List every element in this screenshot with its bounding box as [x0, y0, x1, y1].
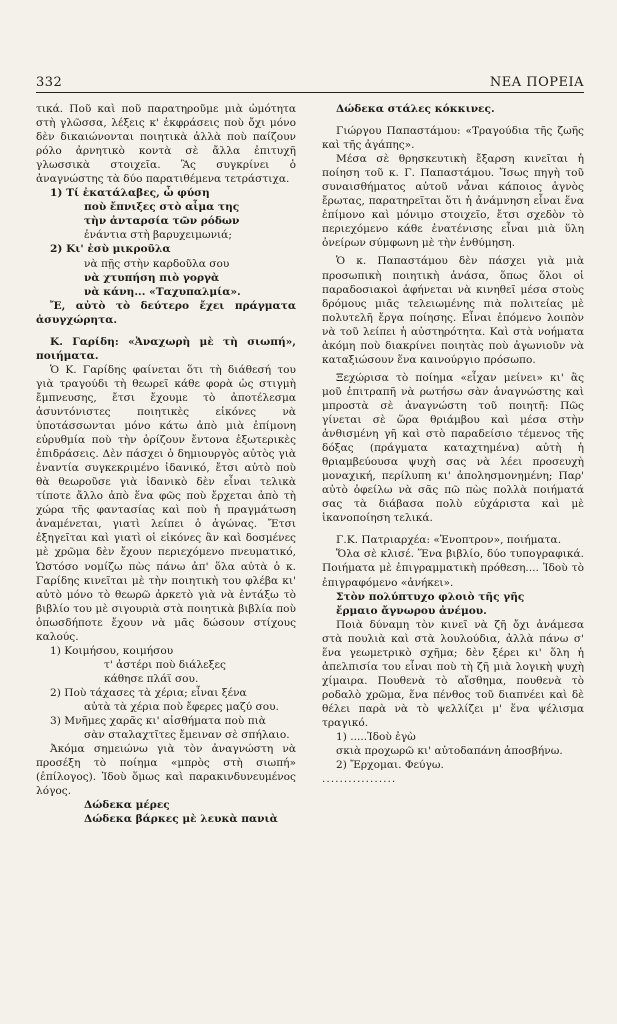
poem-line: Δώδεκα βάρκες μὲ λευκὰ πανιὰ	[84, 813, 278, 826]
journal-title: ΝΕΑ ΠΟΡΕΙΑ	[489, 75, 584, 90]
poem-line: 2) Ἔρχομαι. Φεύγω.	[336, 759, 444, 772]
poem-line: αὐτὰ τὰ χέρια ποὺ ἔφερες μαζύ σου.	[84, 700, 279, 713]
header-rule	[36, 92, 584, 93]
page-header	[36, 70, 584, 90]
poem-line: Δώδεκα μέρες	[84, 799, 170, 812]
poem-line: ἐνάντια στὴ βαρυχειμωνιά;	[84, 229, 232, 242]
poem-excerpt-2	[36, 644, 296, 742]
patriarchea-review-p1: Ὅλα σὲ κλισέ. Ἕνα βιβλίο, δύο τυπογραφικά. Ποιήματα μὲ ἐπιγραμματικὴ πρόθεση.... Ἰδοὺ τὸ ἐπιγραφόμενο «ἀνήκει».	[322, 548, 584, 589]
patriarchea-review-heading: Γ.Κ. Πατριαρχέα: «Ἐνοπτρον», ποιήματα.	[336, 534, 562, 547]
poem-line: τ' ἀστέρι ποὺ διάλεξες	[104, 658, 226, 671]
final-poem	[322, 730, 584, 772]
garidis-review-heading: Κ. Γαρίδη: «Ἀναχωρὴ μὲ τὴ σιωπή», ποιήματα.	[36, 335, 296, 362]
poem-line: Στὸν πολύπτυχο φλοιὸ τῆς γῆς	[336, 590, 525, 603]
epilogue-note: Ἀκόμα σημειώνω γιὰ τὸν ἀναγνώστη νὰ προσέξη τὸ ποίημα «μπρὸς στὴ σιωπή» (ἐπίλογος). Ἰδοὺ ὅμως καὶ παρακινδυνευμένος λόγος.	[36, 743, 296, 798]
left-column	[36, 102, 296, 826]
poem-line: νὰ κάνη... «Ταχυπαλμία».	[84, 285, 241, 298]
poem-line: νὰ πῇς στὴν καρδοῦλα σου	[84, 257, 230, 270]
papastamou-review-heading: Γιώργου Παπαστάμου: «Τραγούδια τῆς ζωῆς καὶ τῆς ἀγάπης».	[322, 125, 584, 152]
after-poem-comment: Ἔ, αὐτὸ τὸ δεύτερο ἔχει πράγματα ἀσυγχώρητα.	[36, 299, 296, 326]
right-column	[322, 102, 584, 786]
poem-line: 1) Κοιμήσου, κοιμήσου	[50, 644, 174, 657]
papastamou-review-p1: Μέσα σὲ θρησκευτικὴ ἔξαρση κινεῖται ἡ ποίηση τοῦ κ. Γ. Παπαστάμου. Ἴσως πηγὴ τοῦ συναισθήματος αὐτοῦ νἆναι κάποιος ἁγνὸς ἔρωτας, παρατηρεῖται ὅτι ἡ ἀνάμνηση εἶναι ἕνα ἐπίμονο καὶ μόνιμο στοιχεῖο, ἔτσι σχεδὸν τὸ περιεχόμενο κάθε ἐνατένισης εἶναι μιὰ ὕλη ὀνείρων σύμφωνη μὲ τὴν ἐνθύμηση.	[322, 153, 584, 250]
poem-excerpt-1	[36, 186, 296, 298]
papastamou-review-p2: Ὁ κ. Παπαστάμου δὲν πάσχει γιὰ μιὰ προσωπικὴ ποιητικὴ ἀνάσα, ὅπως ὅλοι οἱ παραδοσιακοὶ ἀφήνεται νὰ κινηθεῖ μέσα στοὺς δρόμους μιᾶς τελειωμένης πιὰ πολιτείας μὲ πολυτελῆ ἔργα ποίησης. Εἶναι ἑπόμενο λοιπὸν νὰ τοῦ λείπει ἡ αὐστηρότητα. Καὶ στὰ νοήματα ἀκόμη ποὺ διακρίνει ποιητὰς ποὺ ἀγωνιοῦν νὰ καταξιώσουν ἕνα καινούργιο πρόσωπο.	[322, 255, 584, 366]
closing-lines	[36, 798, 296, 826]
poem-line: ἔρμαιο ἄγνωρου ἀνέμου.	[336, 604, 487, 617]
patriarchea-review-p2: Ποιὰ δύναμη τὸν κινεῖ νὰ ζῆ ὄχι ἀνάμεσα στὰ πουλιὰ καὶ στὰ λουλούδια, ἀλλὰ πάνω σ' ἕνα γεωμετρικὸ σχῆμα; δὲν ξέρει κι' ὅλη ἡ ἀπελπισία του εἶναι ποὺ τὴ ζῆ μιὰ λογικὴ ψυχὴ χίμαιρα. Πουθενὰ τὸ αἴσθημα, πουθενὰ τὸ ροδαλὸ χρῶμα, ἕνα πένθος τοῦ διαπνέει καὶ δὲ θέλει παρὰ νὰ τὸ ψελλίζει μ' ἕνα ψέλισμα τραγικό.	[322, 618, 584, 729]
garidis-review-text: Ὁ Κ. Γαρίδης φαίνεται ὅτι τὴ διάθεσή του γιὰ τραγούδι τὴ θεωρεῖ κάθε φορὰ ὡς στιγμὴ ἔμπνευσης, ἔτσι ἔχουμε τὸ ἀποτέλεσμα ἀσυντόνιστες ποιητικὲς εἰκόνες νὰ ὑποτάσσωνται μόνο κάτω ἀπὸ μιὰ ἐπίμονη εὐρυθμία ποὺ τὴν ὁρίζουν ἔντονα ἐξωτερικὲς ἐπιδράσεις. Δὲν πάσχει ὁ δημιουργὸς αὐτὸς γιὰ ἐναντία συγκεκριμένο ἰδανικό, ἔτσι αὐτὸ ποὺ θὰ θεωροῦσε γιὰ ἰδανικὸ δὲν εἶναι τελικὰ τίποτε ἄλλο ἀπὸ ἕνα φῶς ποὺ ἔρχεται ἀπὸ τὴ χώρα τῆς φαντασίας καὶ ποὺ ἡ πραγμάτωση ἀναμένεται, γιατὶ λείπει ὁ ἀγώνας. Ἔτσι ἐξηγεῖται καὶ γιατὶ οἱ εἰκόνες ἂν καὶ δοσμένες μὲ χρῶμα δὲν ἔχουν περιεχόμενο πνευματικό, Ὡστόσο νομίζω πὼς πάνω ἀπ' ὅλα αὐτὰ ὁ κ. Γαρίδης κινεῖται μὲ τὴν ποιητικὴ του φλέβα κι' αὐτὸ μόνο τὸ θεωρῶ ἀρκετὸ γιὰ νὰ ἐντάξω τὸ βιβλίο του μὲ σιγουριὰ στὰ ποιητικὰ βιβλία ποὺ ὁπωσδήποτε ἔχουν νὰ μᾶς δώσουν στίχους καλούς.	[36, 363, 296, 643]
poem-line: σκιὰ προχωρῶ κι' αὐτοδαπάνη ἀποσβήνω.	[336, 745, 563, 758]
poem-line: 1) Τί ἐκατάλαβες, ὦ φύση	[50, 187, 210, 200]
poem-line: σὰν σταλαχτῖτες ἔμειναν σὲ σπήλαιο.	[84, 729, 290, 742]
poem-line: ποὺ ἔπνιξες στὸ αἷμα της	[84, 201, 240, 214]
poem-line: τὴν ἀνταρσία τῶν ρόδων	[84, 215, 240, 228]
papastamou-review-p3: Ξεχώρισα τὸ ποίημα «εἶχαν μείνει» κι' ἂς μοῦ ἐπιτραπῆ νὰ ρωτήσω σὰν ἀναγνώστης καὶ μπροστὰ σὲ ἀναγνώστη τοῦ ποιητῆ: Πῶς γίνεται σὲ ὥρα θριάμβου καὶ μέσα στὴν ἀνθισμένη γῆ καὶ στὸ παραδείσιο τέμενος τῆς δόξας (πράγματα καταχτημένα) αὐτὴ ἡ θριαμβεύουσα ψυχὴ σας νὰ λέει προσευχὴ μοναχική, περίλυπη κι' ἀπολησμονημένη; Παρ' αὐτὸ ὀφείλω νὰ σᾶς πῶ πὼς πολλὰ ποιήματά σας τὰ διάβασα πολὺ εὐχάριστα καὶ μὲ ἱκανοποίηση τελικά.	[322, 371, 584, 525]
ellipsis-line: .................	[322, 773, 397, 786]
page-number: 332	[36, 75, 63, 90]
intro-paragraph: τικά. Ποῦ καὶ ποῦ παρατηροῦμε μιὰ ὠμότητα στὴ γλῶσσα, λέξεις κ' ἐκφράσεις ποὺ ὄχι μόνο δὲν δικαιώνονται ποιητικὰ ἀλλὰ ποὺ παίζουν ρόλο ἀρνητικὸ κοντὰ σὲ ἄλλα ἐπιτυχῆ γλωσσικὰ στοιχεῖα. Ἂς συγκρίνει ὁ ἀναγνώστης τὰ δύο παρατιθέμενα τετράστιχα.	[36, 103, 296, 186]
opening-line: Δώδεκα στάλες κόκκινες.	[336, 103, 495, 115]
poem-line: 1) .....Ἰδοὺ ἐγὼ	[336, 731, 416, 744]
poem-line: νὰ χτυπήση πιὸ γοργὰ	[84, 271, 220, 284]
poem-line: κάθησε πλάϊ σου.	[104, 672, 199, 685]
patriarchea-poem	[322, 590, 584, 618]
poem-line: 2) Κι' ἐσὺ μικροῦλα	[50, 243, 171, 256]
poem-line: 2) Ποὺ τάχασες τὰ χέρια; εἶναι ξένα	[50, 686, 247, 699]
poem-line: 3) Μνῆμες χαρᾶς κι' αἰσθήματα ποὺ πιὰ	[50, 715, 266, 728]
